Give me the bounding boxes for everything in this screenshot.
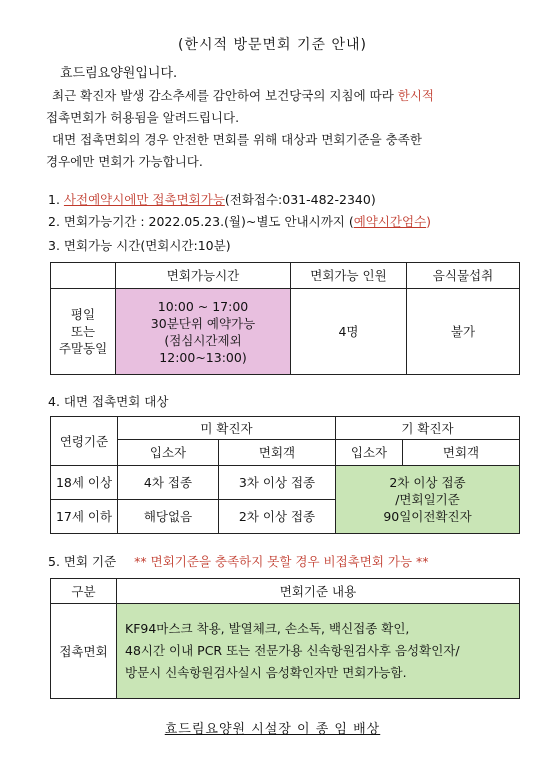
intro-highlight: 한시적	[397, 88, 434, 103]
section-5-note: ** 면회기준을 충족하지 못할 경우 비접촉면회 가능 **	[134, 554, 429, 569]
time-line: 10:00 ~ 17:00	[157, 298, 249, 314]
table3-header-right: 면회기준 내용	[117, 579, 520, 604]
criteria-line: 방문시 신속항원검사실시 음성확인자만 면회가능함.	[125, 665, 407, 680]
visit-time-table	[50, 262, 520, 375]
item-1-phone: (전화접수:031-482-2340)	[224, 192, 376, 207]
time-line: 30분단위 예약가능	[150, 315, 256, 331]
table2-sub-visitor-1: 면회객	[219, 440, 336, 466]
item-1-number: 1.	[48, 192, 60, 207]
table1-people-cell: 4명	[291, 289, 407, 375]
item-1	[48, 190, 376, 208]
time-line: 12:00~13:00)	[159, 349, 247, 365]
criteria-line: KF94마스크 착용, 발열체크, 손소독, 백신접종 확인,	[125, 621, 410, 636]
confirmed-line: /면회일기준	[395, 492, 460, 507]
row-label-line: 평일	[70, 307, 96, 322]
intro-line-3: 대면 접촉면회의 경우 안전한 면회를 위해 대상과 면회기준을 충족한	[52, 132, 422, 147]
visit-criteria-table	[50, 578, 520, 699]
table-row	[51, 466, 520, 500]
table3-header-left: 구분	[51, 579, 117, 604]
time-line: (점심시간제외	[164, 332, 242, 348]
item-3: 3. 면회가능 시간(면회시간:10분)	[48, 238, 231, 253]
signature-text: 효드림요양원 시설장 이 종 임 배상	[164, 722, 381, 737]
item-2	[48, 212, 431, 230]
section-5-label: 5. 면회 기준	[48, 554, 117, 569]
table1-time-cell	[116, 289, 291, 375]
intro-line-1-text: 최근 확진자 발생 감소추세를 감안하여 보건당국의 지침에 따라	[52, 88, 398, 103]
table1-corner	[51, 263, 116, 289]
table2-resident-18: 4차 접종	[118, 466, 219, 500]
section-4-heading: 4. 대면 접촉면회 대상	[48, 394, 169, 409]
table1-header-time: 면회가능시간	[116, 263, 291, 289]
confirmed-line: 90일이전확진자	[383, 509, 472, 524]
page-title: (한시적 방문면회 기준 안내)	[177, 37, 368, 53]
table2-sub-resident-2: 입소자	[336, 440, 403, 466]
row-label-line: 주말동일	[58, 341, 108, 356]
table3-criteria-cell	[117, 604, 520, 699]
row-label-line: 또는	[70, 324, 96, 339]
criteria-line: 48시간 이내 PCR 또는 전문가용 신속항원검사후 음성확인자/	[125, 643, 460, 658]
table2-sub-visitor-2: 면회객	[403, 440, 520, 466]
signature	[0, 718, 545, 737]
table2-group-unconfirmed: 미 확진자	[118, 417, 336, 440]
table2-sub-resident-1: 입소자	[118, 440, 219, 466]
table1-header-food: 음식물섭취	[407, 263, 520, 289]
table2-confirmed-cell	[336, 466, 520, 534]
table2-age-17: 17세 이하	[51, 500, 118, 534]
table1-food-cell: 불가	[407, 289, 520, 375]
table2-resident-17: 해당없음	[118, 500, 219, 534]
table2-visitor-18: 3차 이상 접종	[219, 466, 336, 500]
table2-visitor-17: 2차 이상 접종	[219, 500, 336, 534]
confirmed-line: 2차 이상 접종	[389, 475, 466, 490]
intro-line-4: 경우에만 면회가 가능합니다.	[46, 154, 203, 169]
table1-header-people: 면회가능 인원	[291, 263, 407, 289]
table3-row-label: 접촉면회	[51, 604, 117, 699]
item-2-highlight: 예약시간엄수	[353, 214, 427, 229]
item-2-close: )	[426, 214, 432, 229]
section-5-heading	[48, 552, 429, 570]
table1-row-label	[51, 289, 116, 375]
table2-group-confirmed: 기 확진자	[336, 417, 520, 440]
item-2-text: 2. 면회가능기간 : 2022.05.23.(월)~별도 안내시까지 (	[48, 214, 354, 229]
greeting: 효드림요양원입니다.	[60, 66, 178, 81]
intro-line-2: 접촉면회가 허용됨을 알려드립니다.	[46, 110, 240, 125]
table2-age-18: 18세 이상	[51, 466, 118, 500]
item-1-highlight: 사전예약시에만 접촉면회가능	[63, 192, 225, 207]
eligibility-table	[50, 416, 520, 534]
intro-line-1	[52, 86, 434, 104]
table2-corner: 연령기준	[51, 417, 118, 466]
